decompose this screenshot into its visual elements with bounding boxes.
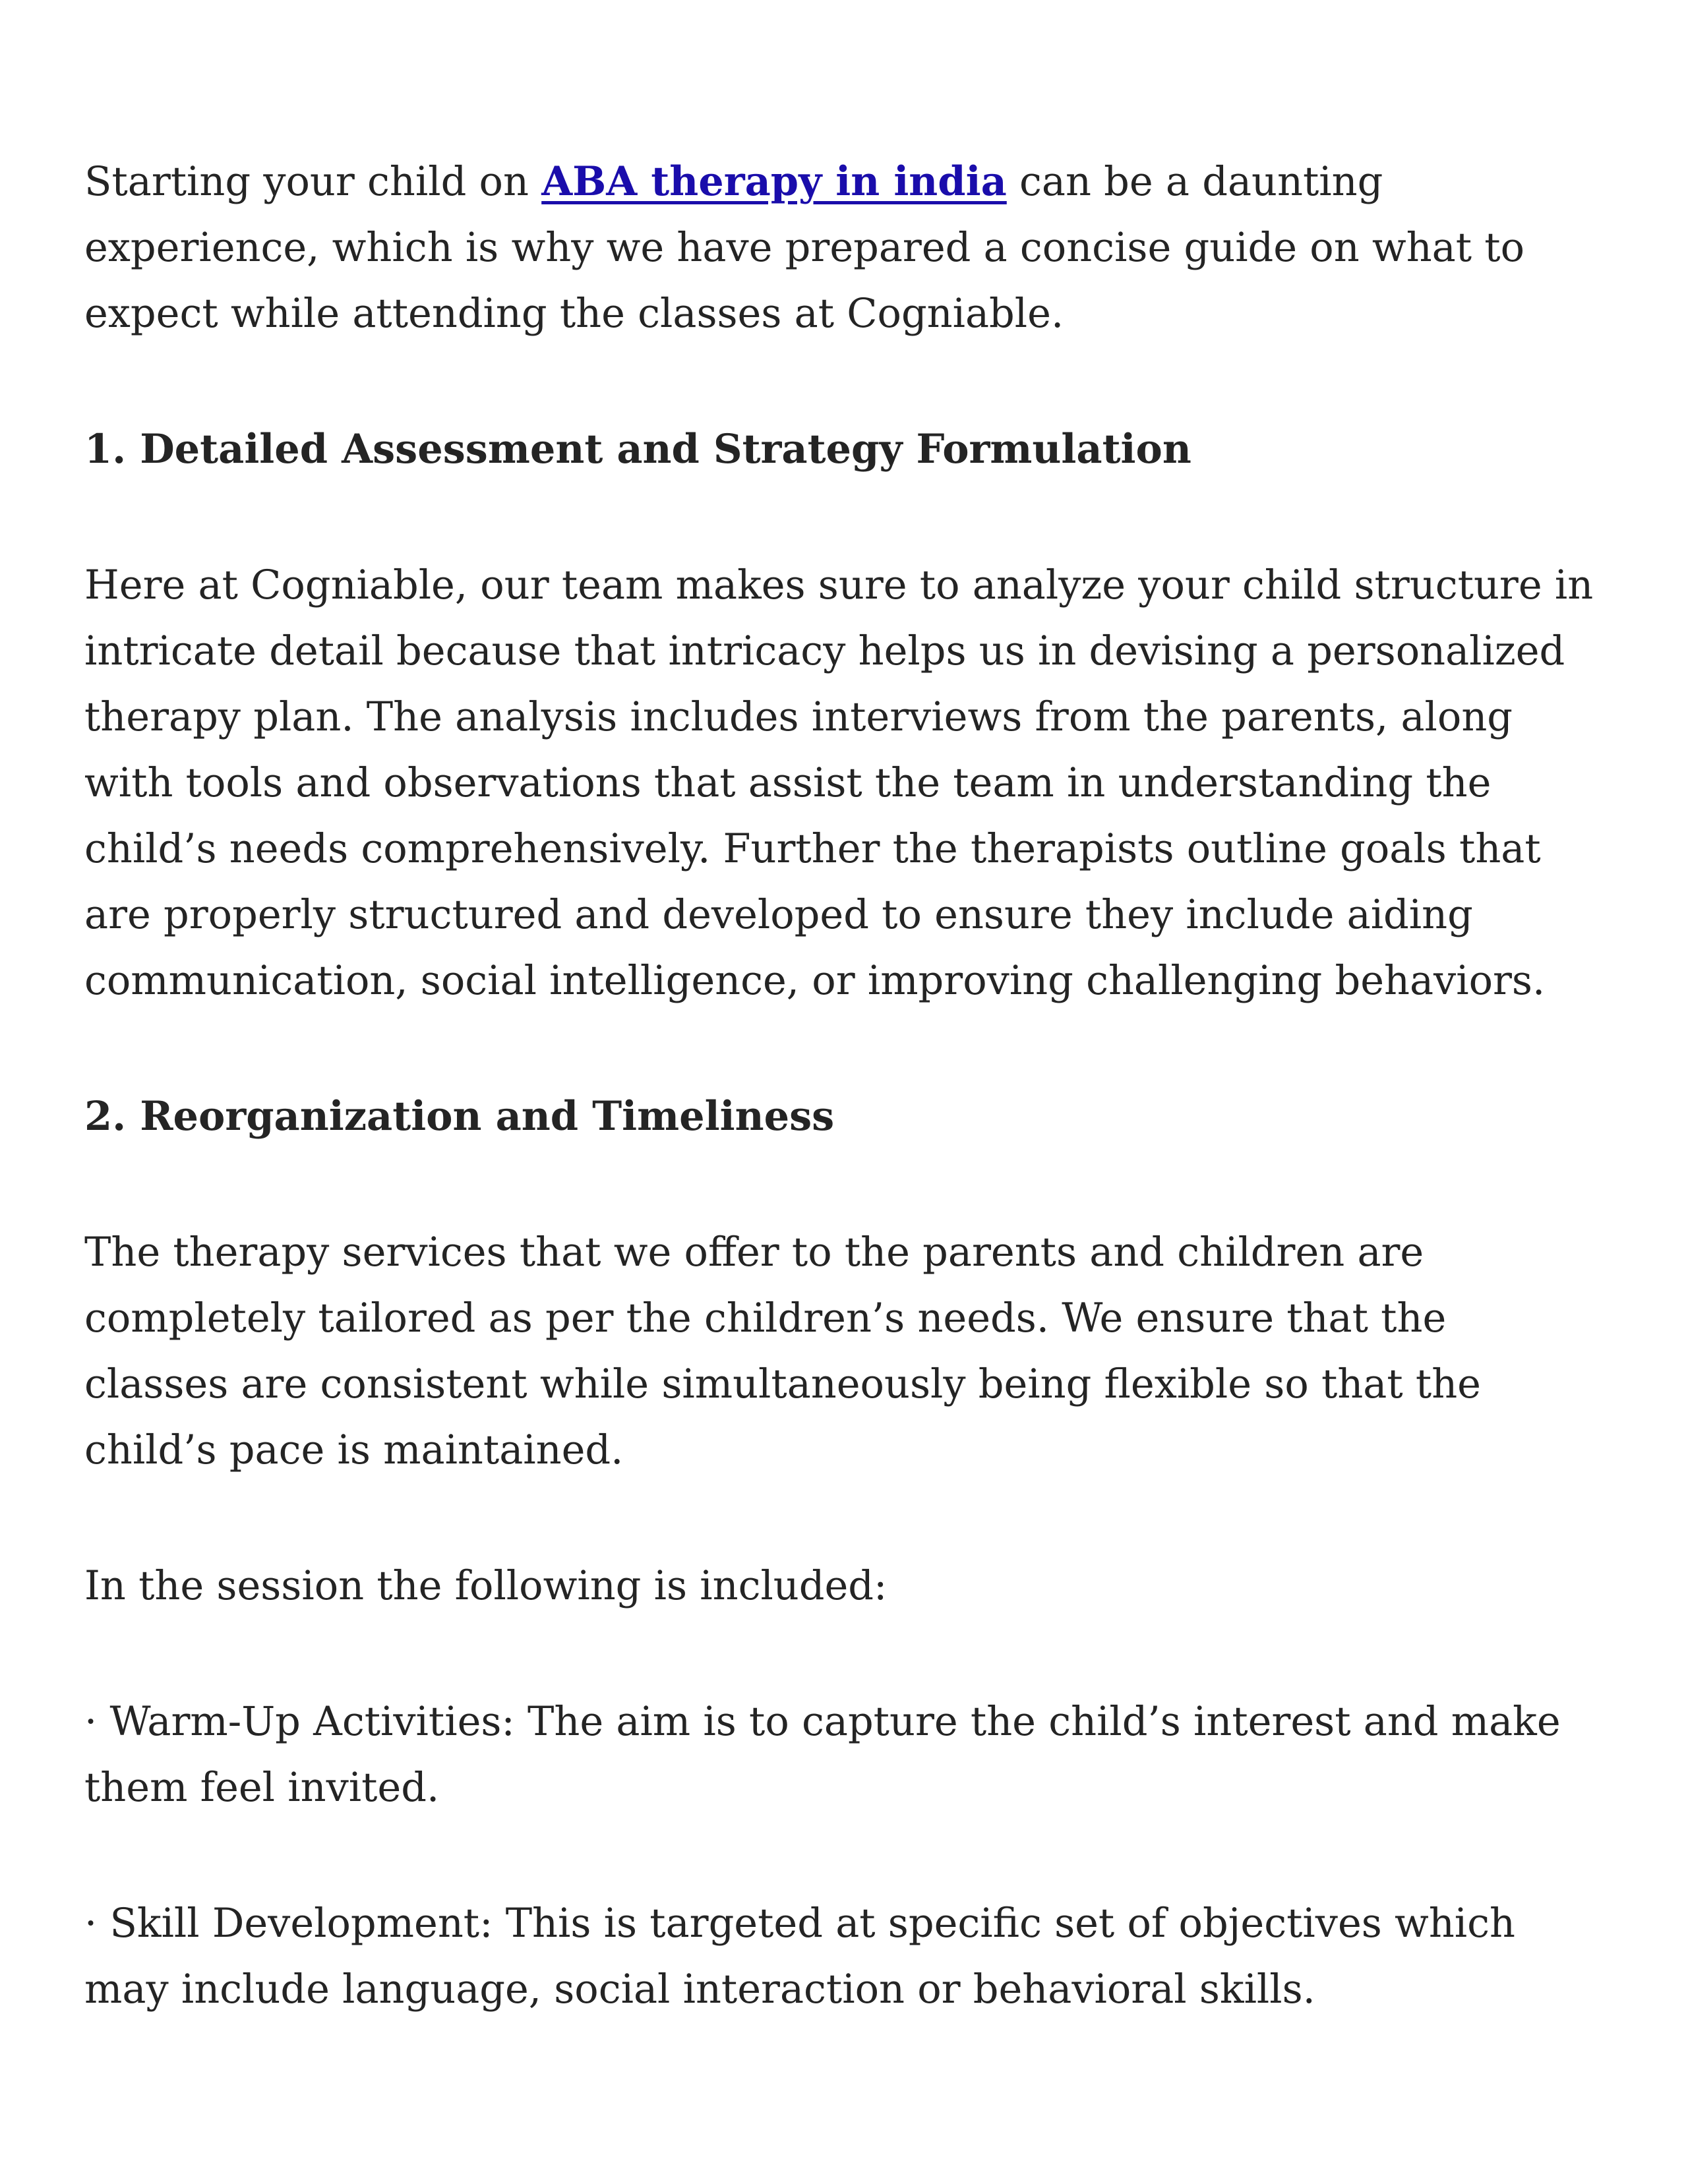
aba-therapy-link[interactable]: ABA therapy in india (541, 158, 1007, 205)
intro-text-before-link: Starting your child on (84, 159, 542, 205)
intro-text-after-link: can be a daunting experience, which is why we have prepared a concise guide on what to expect while attending the classes at Cogniable. (84, 159, 1525, 337)
section-1-heading: 1. Detailed Assessment and Strategy Formulation (84, 426, 1191, 473)
session-intro: In the session the following is included: (84, 1563, 888, 1609)
list-item-skill-development: · Skill Development: This is targeted at specific set of objectives which may include language, social interaction or behavioral skills. (84, 1901, 1515, 2013)
list-item-warm-up: · Warm-Up Activities: The aim is to capture the child’s interest and make them feel invited. (84, 1699, 1561, 1811)
intro-paragraph (84, 149, 1601, 347)
section-2-heading: 2. Reorganization and Timeliness (84, 1093, 835, 1140)
section-2-paragraph: The therapy services that we offer to the parents and children are completely tailored as per the children’s needs. We ensure that the classes are consistent while simultaneously being flexible so that the child’s pace is maintained. (84, 1229, 1481, 1473)
section-1-paragraph: Here at Cogniable, our team makes sure to analyze your child structure in intricate detail because that intricacy helps us in devising a personalized therapy plan. The analysis includes interviews from the parents, along with tools and observations that assist the team in understanding the child’s needs comprehensively. Further the therapists outline goals that are properly structured and developed to ensure they include aiding communication, social intelligence, or improving challenging behaviors. (84, 562, 1594, 1004)
article-body (84, 149, 1601, 2092)
